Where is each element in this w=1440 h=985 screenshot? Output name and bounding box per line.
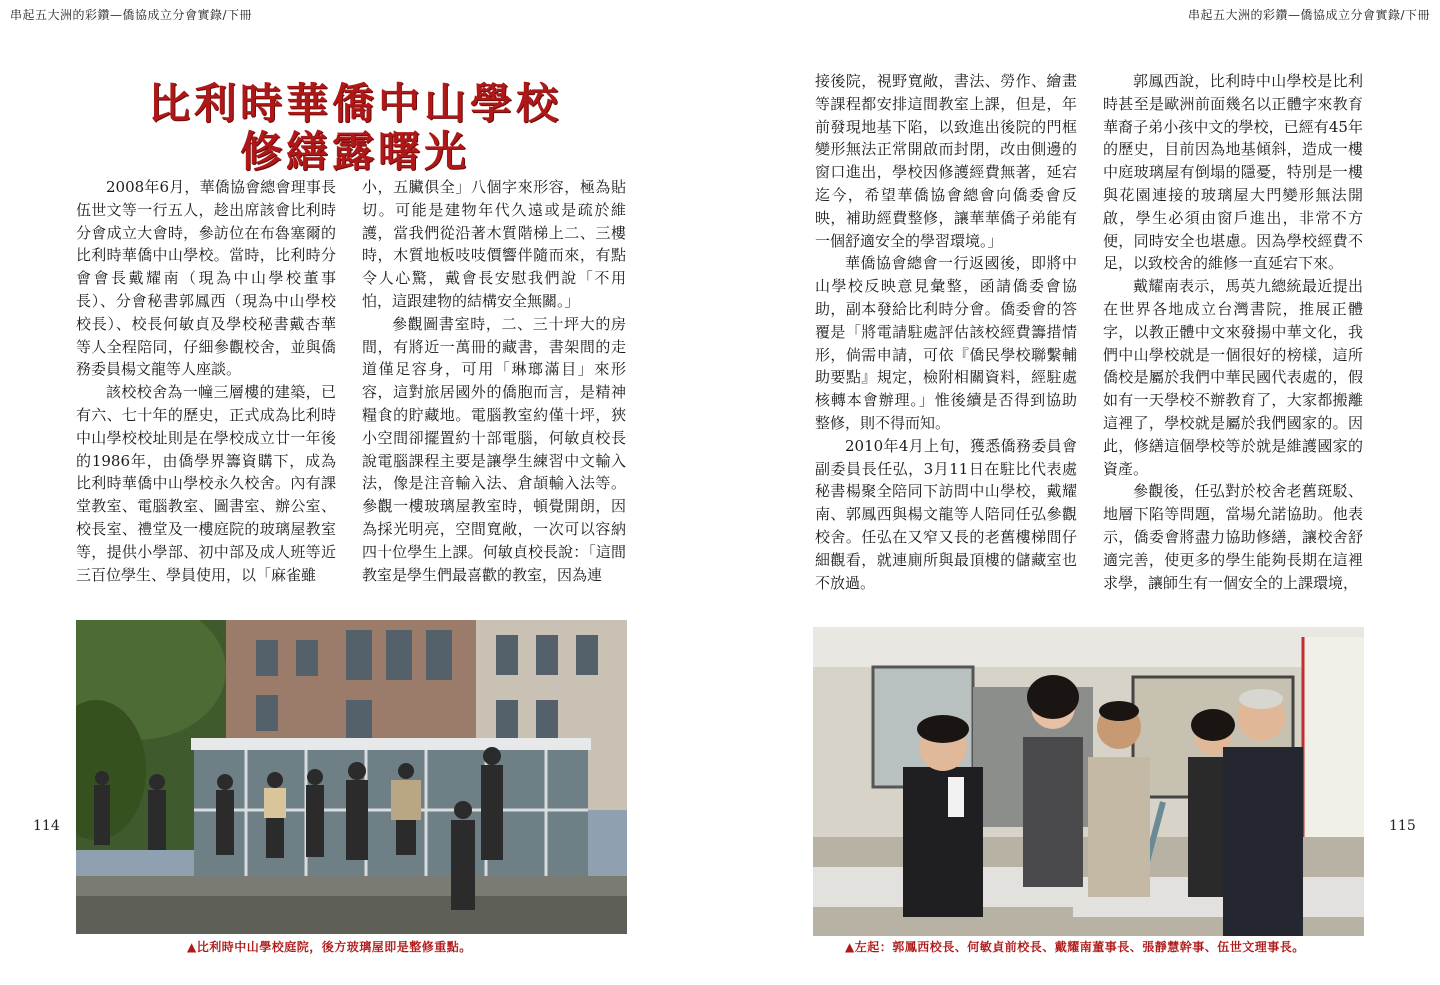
photo-officials-visit (813, 627, 1364, 936)
title-line-1: 比利時華僑中山學校 (147, 79, 562, 128)
page-number-right: 115 (1389, 818, 1416, 834)
text-column-2 (362, 176, 626, 586)
running-head-right: 串起五大洲的彩鑽—僑協成立分會實錄/下冊 (1187, 8, 1430, 22)
visit-illustration (813, 627, 1364, 936)
title-line-2: 修繕露曙光 (239, 127, 470, 176)
paragraph: 戴耀南表示，馬英九總統最近提出在世界各地成立台灣書院，推展正體字，以教正體中文來發揚中華文化，我們中山學校就是一個很好的榜樣，這所僑校是屬於我們中華民國代表處的，假如有一天學校不辦教育了，大家都搬離這裡了，學校就是屬於我們國家的。因此，修繕這個學校等於就是維護國家的資產。 (1103, 277, 1363, 478)
text-column-3 (815, 70, 1077, 594)
paragraph: 2008年6月，華僑協會總會理事長伍世文等一行五人，趁出席該會比利時分會成立大會時，參訪位在布魯塞爾的比利時華僑中山學校。當時，比利時分會會長戴耀南（現為中山學校董事長）、分會秘書郭鳳西（現為中山學校校長）、校長何敏貞及學校秘書戴杏華等人全程陪同，仔細參觀校舍，並與僑務委員楊文龍等人座談。 (76, 178, 336, 379)
paragraph: 該校校舍為一幢三層樓的建築，已有六、七十年的歷史，正式成為比利時中山學校校址則是在學校成立廿一年後的1986年，由僑學界籌資購下，成為比利時華僑中山學校永久校舍。內有課堂教室、電腦教室、圖書室、辦公室、校長室、禮堂及一樓庭院的玻璃屋教室等，提供小學部、初中部及成人班等近三百位學生、學員使用，以「麻雀雖 (76, 383, 336, 584)
article-title (95, 80, 615, 176)
photo-school-courtyard (76, 620, 627, 934)
page-number-left: 114 (33, 818, 60, 834)
photo-caption-2: ▲左起：郭鳳西校長、何敏貞前校長、戴耀南董事長、張靜慧幹事、伍世文理事長。 (845, 940, 1305, 954)
paragraph: 郭鳳西說，比利時中山學校是比利時甚至是歐洲前面幾名以正體字來教育華裔子弟小孩中文的學校，已經有45年的歷史，目前因為地基傾斜，造成一樓中庭玻璃屋有倒塌的隱憂，特別是一樓與花園連接的玻璃屋大門變形無法開啟，學生必須由窗戶進出，非常不方便，同時安全也堪慮。因為學校經費不足，以致校舍的維修一直延宕下來。 (1103, 72, 1363, 273)
photo-caption-1: ▲比利時中山學校庭院，後方玻璃屋即是整修重點。 (187, 940, 472, 954)
paragraph: 2010年4月上旬，獲悉僑務委員會副委員長任弘，3月11日在駐比代表處秘書楊聚全陪同下訪問中山學校，戴耀南、郭鳳西與楊文龍等人陪同任弘參觀校舍。任弘在又窄又長的老舊樓梯間仔細觀看，就連廁所與最頂樓的儲藏室也不放過。 (815, 436, 1077, 592)
paragraph: 接後院，視野寬敞，書法、勞作、繪畫等課程都安排這間教室上課，但是，年前發現地基下陷，以致進出後院的門框變形無法正常開啟而封閉，改由側邊的窗口進出，學校因修護經費無著，延宕迄今，希望華僑協會總會向僑委會反映，補助經費整修，讓華華僑子弟能有一個舒適安全的學習環境。」 (815, 72, 1077, 250)
running-head-left: 串起五大洲的彩鑽—僑協成立分會實錄/下冊 (10, 8, 253, 22)
courtyard-illustration (76, 620, 627, 934)
paragraph: 華僑協會總會一行返國後，即將中山學校反映意見彙整，函請僑委會協助，副本發給比利時分會。僑委會的答覆是「將電請駐處評估該校經費籌措情形，倘需申請，可依『僑民學校聯繫輔助要點』規定，檢附相關資料，經駐處核轉本會辦理。」惟後續是否得到協助整修，則不得而知。 (815, 254, 1077, 432)
paragraph: 參觀後，任弘對於校舍老舊斑駁、地層下陷等問題，當場允諾協助。他表示，僑委會將盡力協助修繕，讓校舍舒適完善，使更多的學生能夠長期在這裡求學，讓師生有一個安全的上課環境， (1103, 482, 1363, 592)
text-column-4 (1103, 70, 1363, 594)
text-column-1 (76, 176, 336, 586)
paragraph: 小，五臟俱全」八個字來形容，極為貼切。可能是建物年代久遠或是疏於維護，當我們從沿著木質階梯上二、三樓時，木質地板吱吱價響伴隨而來，有點令人心驚，戴會長安慰我們說「不用怕，這跟建物的結構安全無關。」 (362, 178, 626, 310)
paragraph: 參觀圖書室時，二、三十坪大的房間，有將近一萬冊的藏書，書架間的走道僅足容身，可用「琳瑯滿目」來形容，這對旅居國外的僑胞而言，是精神糧食的貯藏地。電腦教室約僅十坪，狹小空間卻擺置約十部電腦，何敏貞校長說電腦課程主要是讓學生練習中文輸入法，像是注音輸入法、倉頡輸入法等。參觀一樓玻璃屋教室時，頓覺開朗，因為採光明亮，空間寬敞，一次可以容納四十位學生上課。何敏貞校長說：「這間教室是學生們最喜歡的教室，因為連 (362, 314, 626, 584)
